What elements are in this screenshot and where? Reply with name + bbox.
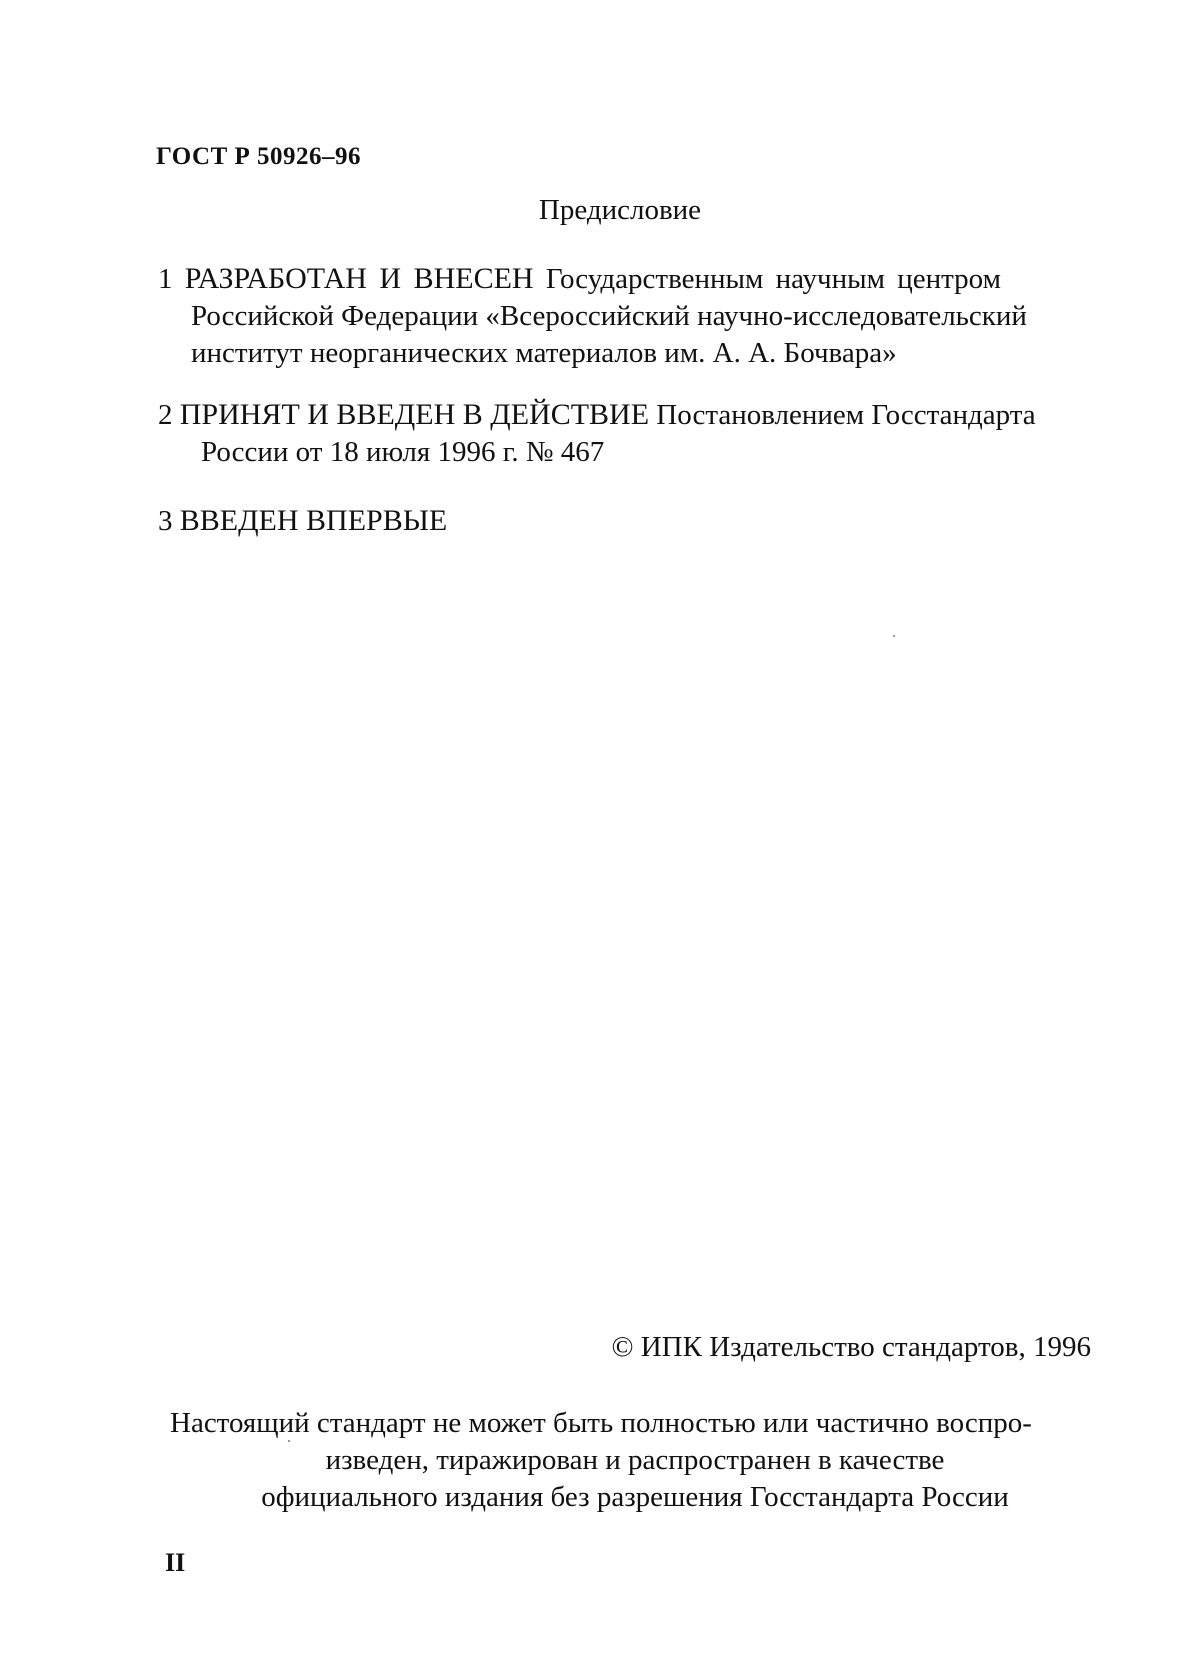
item-2-line-2: России от 18 июля 1996 г. № 467 bbox=[201, 436, 605, 468]
notice-line-3: официального издания без разрешения Госстандарта России bbox=[261, 1481, 1009, 1513]
item-3-caps: ВВЕДЕН ВПЕРВЫЕ bbox=[179, 504, 448, 537]
foreword-item-3 bbox=[158, 502, 1088, 540]
scan-speck bbox=[288, 1440, 290, 1442]
item-1-line-2: Российской Федерации «Всероссийский научно-исследовательский bbox=[191, 300, 1027, 332]
foreword-item-1 bbox=[158, 260, 1088, 372]
reproduction-notice bbox=[170, 1405, 1100, 1516]
item-2-number: 2 bbox=[158, 399, 173, 431]
item-1-number: 1 bbox=[158, 263, 173, 295]
item-2-caps: ПРИНЯТ И ВВЕДЕН В ДЕЙСТВИЕ bbox=[179, 398, 650, 431]
item-1-line-1-rest: Государственным научным центром bbox=[533, 263, 1001, 295]
item-1-line-3: институт неорганических материалов им. А. А. Бочвара» bbox=[191, 337, 897, 369]
item-1-line-1 bbox=[158, 260, 1088, 298]
notice-line-1: Настоящий стандарт не может быть полностью или частично воспро- bbox=[170, 1407, 1032, 1439]
item-1-caps: РАЗРАБОТАН И ВНЕСЕН bbox=[184, 262, 534, 295]
page-number: II bbox=[165, 1548, 186, 1577]
standard-code: ГОСТ Р 50926–96 bbox=[156, 143, 362, 170]
copyright-line: © ИПК Издательство стандартов, 1996 bbox=[611, 1331, 1091, 1363]
item-2-line-1 bbox=[158, 396, 1088, 434]
scan-speck bbox=[893, 635, 895, 637]
notice-line-2: изведен, тиражирован и распространен в качестве bbox=[325, 1444, 945, 1476]
item-2-line-1-rest: Постановлением Госстандарта bbox=[649, 399, 1036, 431]
section-title: Предисловие bbox=[538, 194, 702, 226]
item-3-number: 3 bbox=[158, 505, 173, 537]
item-3-line-1 bbox=[158, 502, 1088, 540]
foreword-item-2 bbox=[158, 396, 1088, 471]
